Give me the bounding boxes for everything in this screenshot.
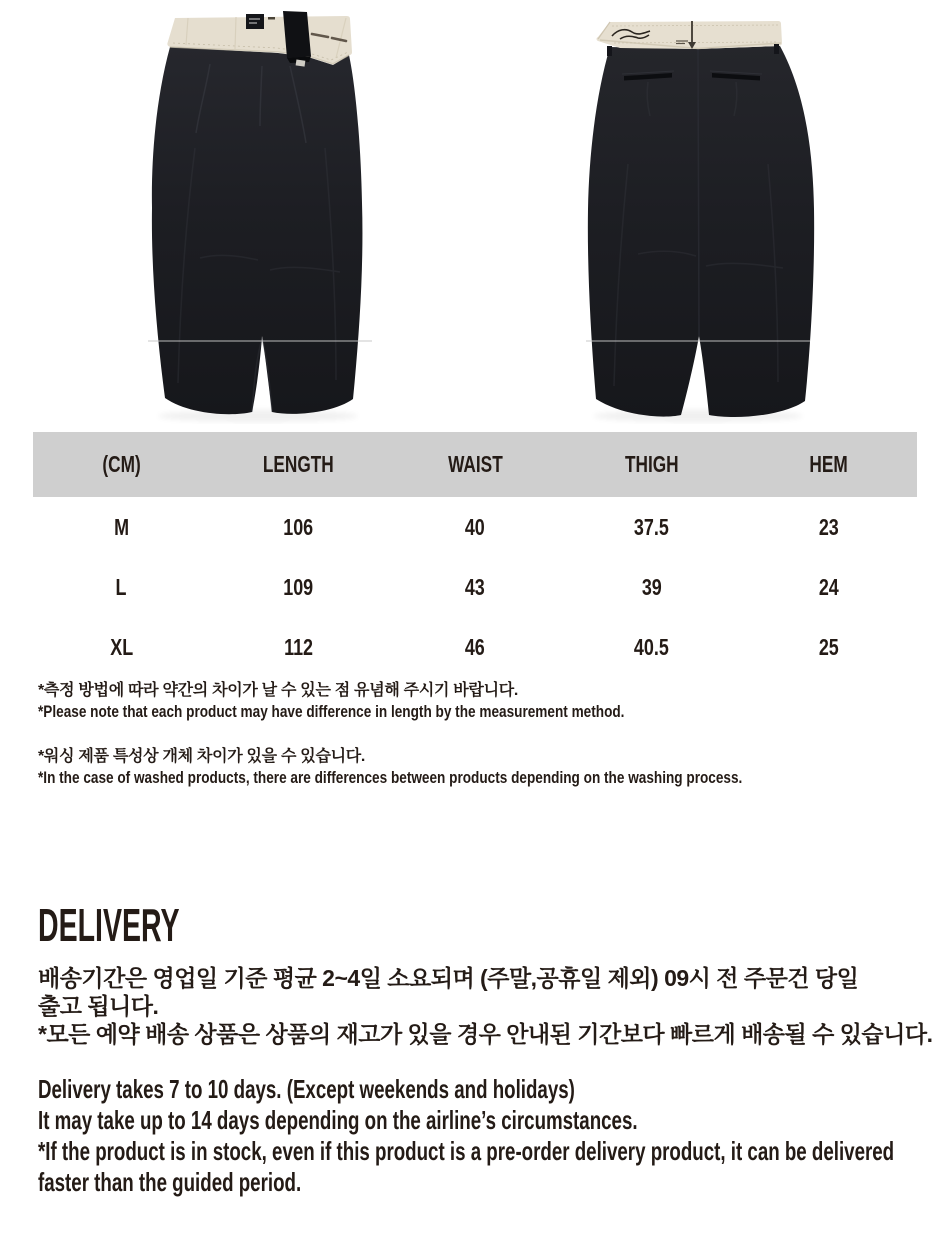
unit-label: (CM) <box>102 451 141 477</box>
size-chart-table <box>33 432 917 677</box>
size-row-xl <box>33 617 917 677</box>
pants-back-image <box>578 14 818 424</box>
column-header-length: LENGTH <box>210 432 387 497</box>
delivery-en-line: *If the product is in stock, even if this product is a pre-order delivery product, it can be delivered <box>38 1136 895 1166</box>
delivery-heading: DELIVERY <box>38 899 180 951</box>
pants-front-image <box>140 8 380 424</box>
measure-value: 106 <box>283 513 314 540</box>
size-label: XL <box>109 633 133 660</box>
delivery-ko-line: 배송기간은 영업일 기준 평균 2~4일 소요되며 (주말,공휴일 제외) 09시 전 주문건 당일 <box>38 965 859 991</box>
measure-value: 23 <box>818 513 839 540</box>
product-image-section <box>0 0 950 432</box>
delivery-ko-line: 출고 됩니다. <box>38 993 159 1019</box>
measure-value: 37.5 <box>634 513 670 540</box>
note-washing-ko: *워싱 제품 특성상 개체 차이가 있을 수 있습니다. <box>38 748 366 765</box>
size-label: L <box>115 573 127 600</box>
column-header-thigh: THIGH <box>563 432 740 497</box>
delivery-en-line: It may take up to 14 days depending on the airline’s circumstances. <box>38 1105 638 1135</box>
delivery-ko-line: *모든 예약 배송 상품은 상품의 재고가 있을 경우 안내된 기간보다 빠르게 배송될 수 있습니다. <box>38 1021 933 1047</box>
measurement-notes <box>38 680 950 790</box>
note-washing-en: *In the case of washed products, there are differences between products depending on the washing process. <box>38 768 743 787</box>
column-header-waist: WAIST <box>387 432 564 497</box>
size-chart-header-row <box>33 432 917 497</box>
measure-value: 25 <box>818 633 839 660</box>
note-measurement <box>38 680 950 724</box>
measure-value: 46 <box>465 633 485 660</box>
measure-value: 40 <box>465 513 485 540</box>
delivery-english-text <box>38 1074 950 1198</box>
unit-header <box>33 432 210 497</box>
column-header-hem: HEM <box>740 432 917 497</box>
measure-value: 40.5 <box>634 633 670 660</box>
size-row-m <box>33 497 917 557</box>
measure-value: 39 <box>641 573 662 600</box>
delivery-en-line: Delivery takes 7 to 10 days. (Except weekends and holidays) <box>38 1074 575 1104</box>
measure-value: 112 <box>283 633 313 660</box>
measure-value: 109 <box>283 573 314 600</box>
note-measurement-en: *Please note that each product may have difference in length by the measurement method. <box>38 702 625 721</box>
delivery-en-line: faster than the guided period. <box>38 1167 302 1197</box>
note-washing <box>38 746 950 790</box>
size-label: M <box>113 513 129 540</box>
delivery-korean-text <box>38 964 950 1048</box>
measure-value: 24 <box>818 573 839 600</box>
note-measurement-ko: *측정 방법에 따라 약간의 차이가 날 수 있는 점 유념해 주시기 바랍니다. <box>38 682 519 699</box>
size-row-l <box>33 557 917 617</box>
measure-value: 43 <box>465 573 485 600</box>
size-chart <box>33 432 917 677</box>
delivery-section <box>38 899 950 1198</box>
